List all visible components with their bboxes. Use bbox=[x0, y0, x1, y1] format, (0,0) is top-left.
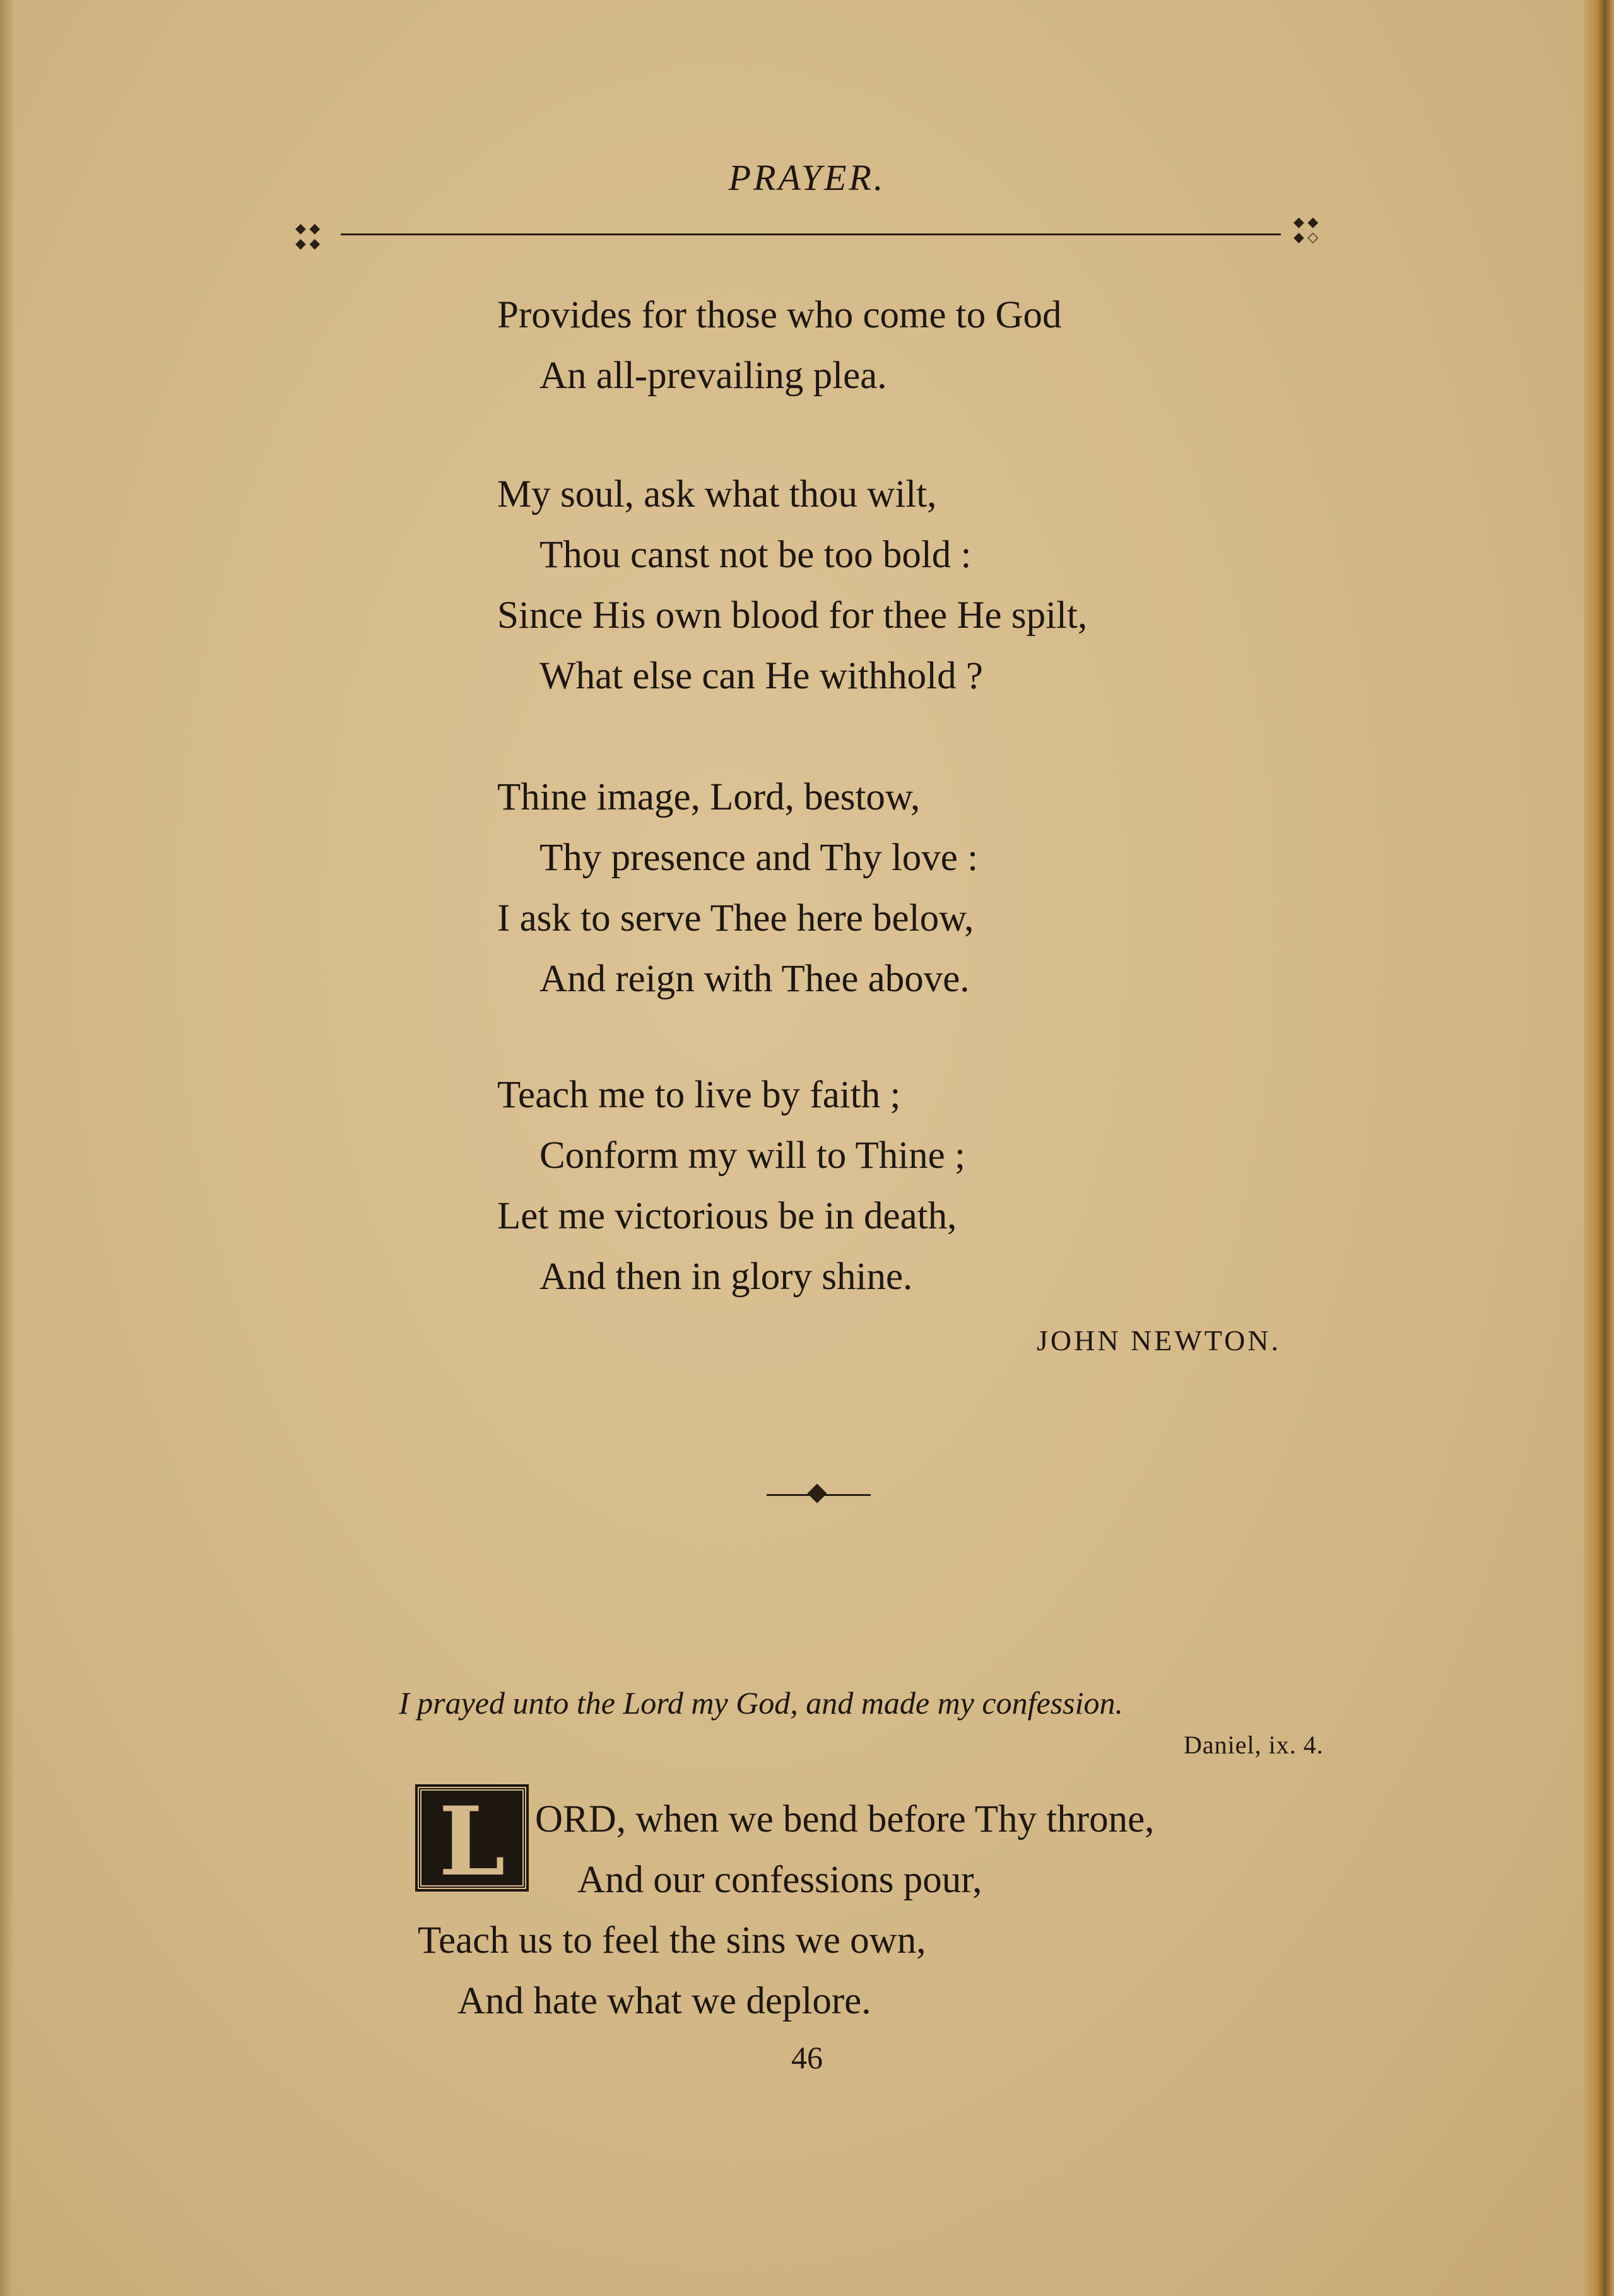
verse-line: What else can He withhold ? bbox=[539, 655, 983, 697]
verse-line: Thou canst not be too bold : bbox=[539, 534, 972, 576]
page-number: 46 bbox=[791, 2040, 823, 2075]
epigraph-citation: Daniel, ix. 4. bbox=[1184, 1731, 1324, 1759]
verse-line: And hate what we deplore. bbox=[457, 1980, 871, 2022]
verse-line: Teach us to feel the sins we own, bbox=[418, 1919, 926, 1962]
ornament-left: ◆ ◆ ◆ ◆ bbox=[295, 220, 321, 251]
verse-line: Provides for those who come to God bbox=[497, 294, 1062, 336]
verse-line: And our confessions pour, bbox=[577, 1859, 982, 1901]
running-title: PRAYER. bbox=[728, 157, 886, 198]
verse-line: My soul, ask what thou wilt, bbox=[497, 473, 937, 515]
verse-line: Let me victorious be in death, bbox=[497, 1195, 957, 1237]
verse-line: An all-prevailing plea. bbox=[539, 355, 887, 397]
verse-line: Conform my will to Thine ; bbox=[539, 1134, 965, 1177]
divider-diamond-icon bbox=[807, 1483, 827, 1503]
page-gutter bbox=[0, 0, 14, 2296]
epigraph-text: I prayed unto the Lord my God, and made my confession. bbox=[399, 1685, 1123, 1721]
verse-line: ORD, when we bend before Thy throne, bbox=[535, 1798, 1155, 1840]
header-rule bbox=[341, 233, 1281, 235]
decorated-initial-icon: L bbox=[418, 1787, 526, 1889]
verse-line: I ask to serve Thee here below, bbox=[497, 897, 974, 939]
verse-line: Since His own blood for thee He spilt, bbox=[497, 594, 1088, 637]
ornament-right: ◆ ◆ ◆ ◇ bbox=[1293, 214, 1319, 245]
verse-line: Thine image, Lord, bestow, bbox=[497, 776, 921, 818]
verse-line: And reign with Thee above. bbox=[539, 958, 970, 1000]
page-edge bbox=[1584, 0, 1614, 2296]
verse-line: And then in glory shine. bbox=[539, 1256, 913, 1298]
author-signature: JOHN NEWTON. bbox=[1037, 1324, 1281, 1357]
verse-line: Teach me to live by faith ; bbox=[497, 1074, 901, 1116]
verse-line: Thy presence and Thy love : bbox=[539, 837, 979, 879]
